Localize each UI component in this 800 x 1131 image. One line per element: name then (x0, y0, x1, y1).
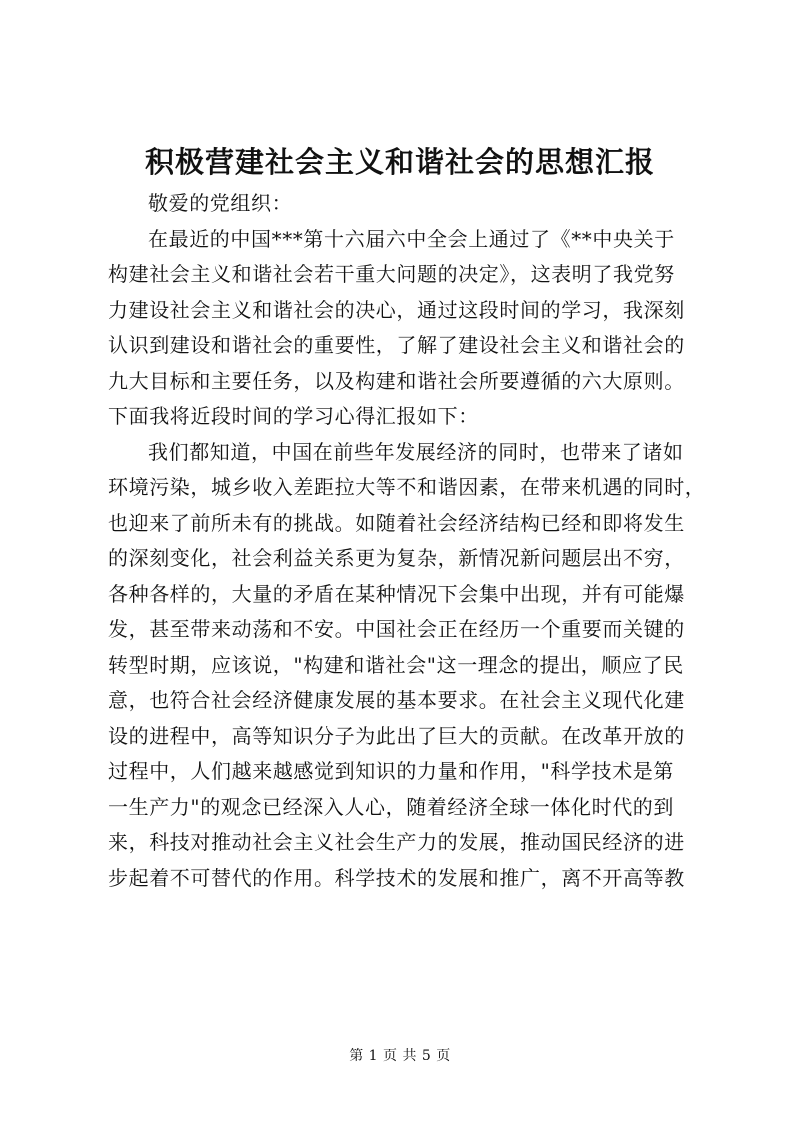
paragraph-1-line: 力建设社会主义和谐社会的决心，通过这段时间的学习，我深刻 (108, 297, 685, 322)
paragraph-2-line: 环境污染，城乡收入差距拉大等不和谐因素，在带来机遇的同时， (108, 475, 706, 499)
paragraph-1-line: 构建社会主义和谐社会若干重大问题的决定》，这表明了我党努 (108, 262, 675, 286)
paragraph-2-line: 来，科技对推动社会主义社会生产力的发展，推动国民经济的进 (108, 830, 685, 854)
paragraph-1-line: 认识到建设和谐社会的重要性，了解了建设社会主义和谐社会的 (108, 333, 685, 357)
paragraph-2-line: 步起着不可替代的作用。科学技术的发展和推广，离不开高等教 (108, 865, 685, 890)
paragraph-2-line: 设的进程中，高等知识分子为此出了巨大的贡献。在改革开放的 (108, 723, 685, 748)
paragraph-2-line: 各种各样的，大量的矛盾在某种情况下会集中出现，并有可能爆 (108, 581, 685, 606)
page-footer: 第 1 页 共 5 页 (349, 1048, 451, 1064)
paragraph-2-line: 转型时期，应该说，"构建和谐社会"这一理念的提出，顺应了民 (108, 652, 684, 677)
paragraph-2-line: 过程中，人们越来越感觉到知识的力量和作用，"科学技术是第 (108, 759, 674, 783)
paragraph-2-line: 意，也符合社会经济健康发展的基本要求。在社会主义现代化建 (108, 688, 685, 712)
document-title: 积极营建社会主义和谐社会的思想汇报 (144, 145, 655, 179)
paragraph-2-line: 的深刻变化，社会利益关系更为复杂，新情况新问题层出不穷， (108, 546, 685, 570)
document-body (108, 186, 716, 896)
paragraph-2-line: 也迎来了前所未有的挑战。如随着社会经济结构已经和即将发生 (108, 510, 685, 535)
paragraph-1-line: 下面我将近段时间的学习心得汇报如下： (108, 404, 479, 428)
paragraph-1-line: 在最近的中国***第十六届六中全会上通过了《**中央关于 (148, 226, 675, 251)
paragraph-1-line: 九大目标和主要任务，以及构建和谐社会所要遵循的六大原则。 (108, 368, 685, 393)
salutation: 敬爱的党组织： (148, 191, 293, 215)
paragraph-2-line: 发，甚至带来动荡和不安。中国社会正在经历一个重要而关键的 (108, 617, 685, 641)
paragraph-2-line: 一生产力"的观念已经深入人心，随着经济全球一体化时代的到 (108, 794, 674, 819)
paragraph-2-line: 我们都知道，中国在前些年发展经济的同时，也带来了诸如 (148, 439, 684, 464)
